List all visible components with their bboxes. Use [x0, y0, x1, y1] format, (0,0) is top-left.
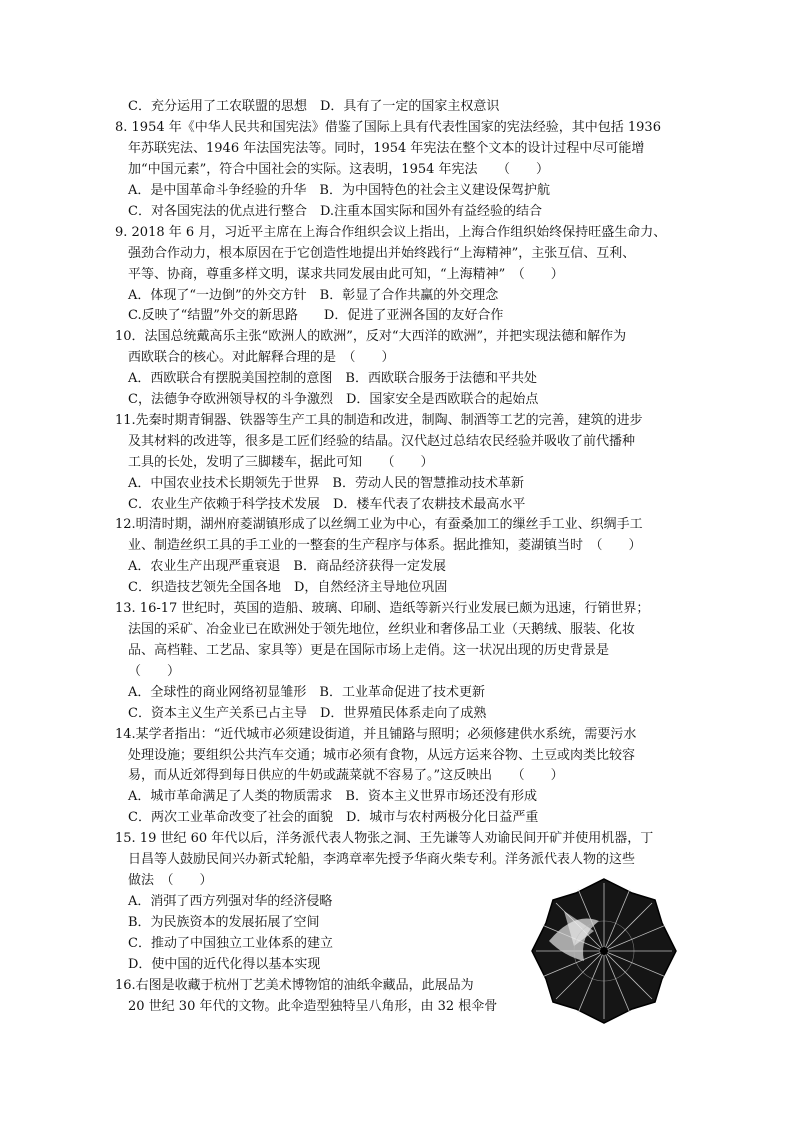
- q9-options-ab: A．体现了“一边倒”的外交方针 B．彰显了合作共赢的外交理念: [128, 288, 499, 303]
- q11-options-cd: C．农业生产依赖于科学技术发展 D．楼车代表了农耕技术最高水平: [128, 497, 526, 512]
- q8-stem-line1: 8. 1954 年《中华人民共和国宪法》借鉴了国际上具有代表性国家的宪法经验，其中包括 1936: [115, 120, 661, 135]
- q8-options-ab: A．是中国革命斗争经验的升华 B．为中国特色的社会主义建设保驾护航: [128, 183, 550, 198]
- q7-options-cd: C．充分运用了工农联盟的思想 D．具有了一定的国家主权意识: [128, 99, 500, 114]
- q9-options-cd: C.反映了“结盟”外交的新思路 D．促进了亚洲各国的友好合作: [128, 308, 504, 323]
- q11-options-ab: A．中国农业技术长期领先于世界 B．劳动人民的智慧推动技术革新: [128, 476, 524, 491]
- q16-stem-line1: 16.右图是收藏于杭州丁艺美术博物馆的油纸伞藏品，此展品为: [115, 978, 474, 993]
- q15-stem-line3: 做法 （ ）: [128, 873, 213, 888]
- q13-stem-line1: 13. 16-17 世纪时，英国的造船、玻璃、印刷、造纸等新兴行业发展已颇为迅速，行销世界；: [115, 601, 650, 616]
- q14-options-ab: A．城市革命满足了人类的物质需求 B．资本主义世界市场还没有形成: [128, 789, 537, 804]
- q15-option-a: A．消弭了西方列强对华的经济侵略: [128, 894, 333, 909]
- q8-stem-line3: 加“中国元素”，符合中国社会的实际。这表明，1954 年宪法 （ ）: [128, 162, 550, 177]
- q13-answer-bracket: （ ）: [128, 664, 181, 679]
- q8-stem-line2: 年苏联宪法、1946 年法国宪法等。同时，1954 年宪法在整个文本的设计过程中尽可能增: [128, 141, 645, 156]
- q11-stem-line3: 工具的长处，发明了三脚耧车，据此可知 （ ）: [128, 455, 434, 470]
- q15-stem-line2: 日昌等人鼓励民间兴办新式轮船，李鸿章率先授予华商火柴专利。洋务派代表人物的这些: [128, 852, 636, 867]
- q9-stem-line3: 平等、协商，尊重多样文明，谋求共同发展由此可知，“上海精神” （ ）: [128, 267, 564, 282]
- q15-option-d: D．使中国的近代化得以基本实现: [128, 957, 321, 972]
- q15-stem-line1: 15. 19 世纪 60 年代以后，洋务派代表人物张之洞、王先谦等人劝谕民间开矿并使用机器，丁: [115, 831, 654, 846]
- q14-stem-line3: 易，而从近郊得到每日供应的牛奶或蔬菜就不容易了。”这反映出 （ ）: [128, 768, 564, 783]
- q10-stem-line2: 西欧联合的核心。对此解释合理的是 （ ）: [128, 350, 395, 365]
- q14-options-cd: C．两次工业革命改变了社会的面貌 D．城市与农村两极分化日益严重: [128, 810, 539, 825]
- q8-options-cd: C．对各国宪法的优点进行整合 D.注重本国实际和国外有益经验的结合: [128, 204, 543, 219]
- umbrella-icon: [524, 876, 684, 1026]
- q13-stem-line3: 品、高档鞋、工艺品、家具等）更是在国际市场上走俏。这一状况出现的历史背景是: [128, 643, 610, 658]
- q13-options-cd: C．资本主义生产关系已占主导 D．世界殖民体系走向了成熟: [128, 706, 487, 721]
- q11-stem-line2: 及其材料的改进等，很多是工匠们经验的结晶。汉代赵过总结农民经验并吸收了前代播种: [128, 434, 636, 449]
- q11-stem-line1: 11.先秦时期青铜器、铁器等生产工具的制造和改进，制陶、制酒等工艺的完善，建筑的进步: [115, 413, 643, 428]
- q15-option-b: B．为民族资本的发展拓展了空间: [128, 915, 320, 930]
- q15-option-c: C．推动了中国独立工业体系的建立: [128, 936, 333, 951]
- q14-stem-line2: 处理设施；要组织公共汽车交通；城市必须有食物，从远方运来谷物、土豆或肉类比较容: [128, 748, 636, 763]
- oil-paper-umbrella-figure: [524, 876, 684, 1026]
- q10-options-cd: C，法德争夺欧洲领导权的斗争激烈 D．国家安全是西欧联合的起始点: [128, 392, 539, 407]
- q12-stem-line2: 业、制造丝织工具的手工业的一整套的生产程序与体系。据此推知，菱湖镇当时 （ ）: [128, 538, 642, 553]
- q14-stem-line1: 14.某学者指出：“近代城市必须建设街道，并且铺路与照明；必须修建供水系统，需要污水: [115, 727, 637, 742]
- q12-stem-line1: 12.明清时期，湖州府菱湖镇形成了以丝绸工业为中心，有蚕桑加工的缫丝手工业、织绸手工: [115, 517, 643, 532]
- q13-stem-line2: 法国的采矿、冶金业已在欧洲处于领先地位，丝织业和奢侈品工业（天鹅绒、服装、化妆: [128, 622, 636, 637]
- q12-options-ab: A．农业生产出现严重衰退 B．商品经济获得一定发展: [128, 559, 446, 574]
- q9-stem-line2: 强劲合作动力，根本原因在于它创造性地提出并始终践行“上海精神”，主张互信、互利、: [128, 246, 636, 261]
- q10-options-ab: A．西欧联合有摆脱美国控制的意图 B．西欧联合服务于法德和平共处: [128, 371, 537, 386]
- q13-options-ab: A．全球性的商业网络初显雏形 B．工业革命促进了技术更新: [128, 685, 485, 700]
- q9-stem-line1: 9. 2018 年 6 月，习近平主席在上海合作组织会议上指出，上海合作组织始终保持旺盛生命力、: [115, 225, 667, 240]
- q10-stem-line1: 10．法国总统戴高乐主张“欧洲人的欧洲”，反对“大西洋的欧洲”，并把实现法德和解作为: [115, 329, 627, 344]
- q16-stem-line2: 20 世纪 30 年代的文物。此伞造型独特呈八角形，由 32 根伞骨: [128, 999, 498, 1014]
- q12-options-cd: C．织造技艺领先全国各地 D，自然经济主导地位巩固: [128, 580, 448, 595]
